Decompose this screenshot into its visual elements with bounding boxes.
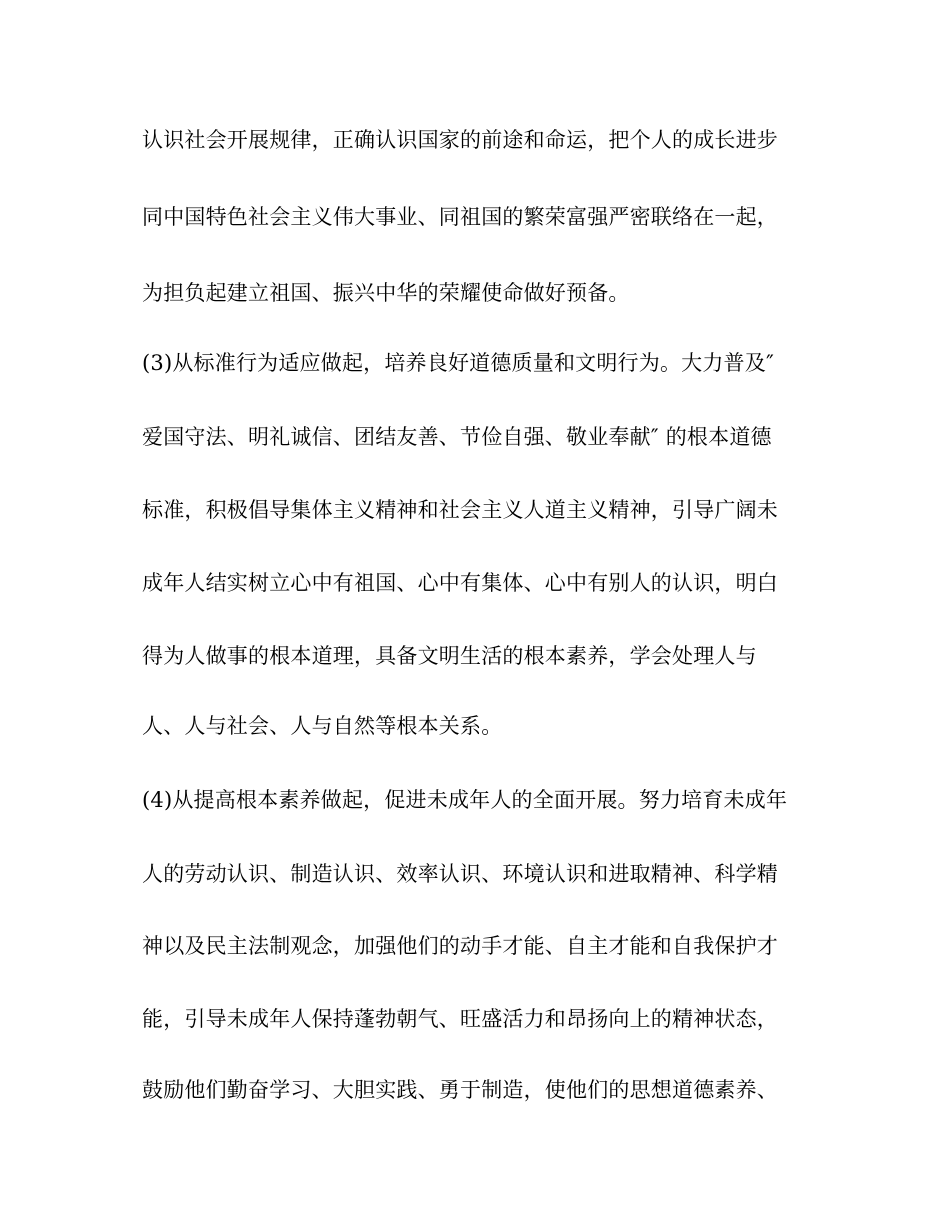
text-line: 人、人与社会、人与自然等根本关系。 [142,714,503,738]
text-line: 爱国守法、明礼诚信、团结友善、节俭自强、敬业奉献″ 的根本道德 [142,425,772,449]
text-line: 同中国特色社会主义伟大事业、同祖国的繁荣富强严密联络在一起， [142,205,778,229]
text-line: (3)从标准行为适应做起，培养良好道德质量和文明行为。大力普及″ [142,351,774,375]
text-line: (4)从提高根本素养做起，促进未成年人的全面开展。努力培育未成年 [142,788,788,812]
text-line: 能，引导未成年人保持蓬勃朝气、旺盛活力和昂扬向上的精神状态， [142,1007,778,1031]
text-line: 为担负起建立祖国、振兴中华的荣耀使命做好预备。 [142,281,630,305]
text-line: 人的劳动认识、制造认识、效率认识、环境认识和进取精神、科学精 [142,862,778,886]
text-line: 鼓励他们勤奋学习、大胆实践、勇于制造，使他们的思想道德素养、 [142,1078,778,1102]
text-line: 标准，积极倡导集体主义精神和社会主义人道主义精神，引导广阔未 [142,498,778,522]
text-line: 得为人做事的根本道理，具备文明生活的根本素养，学会处理人与 [142,644,757,668]
text-line: 神以及民主法制观念，加强他们的动手才能、自主才能和自我保护才 [142,934,778,958]
text-line: 成年人结实树立心中有祖国、心中有集体、心中有别人的认识，明白 [142,571,778,595]
text-line: 认识社会开展规律，正确认识国家的前途和命运，把个人的成长进步 [142,128,778,152]
